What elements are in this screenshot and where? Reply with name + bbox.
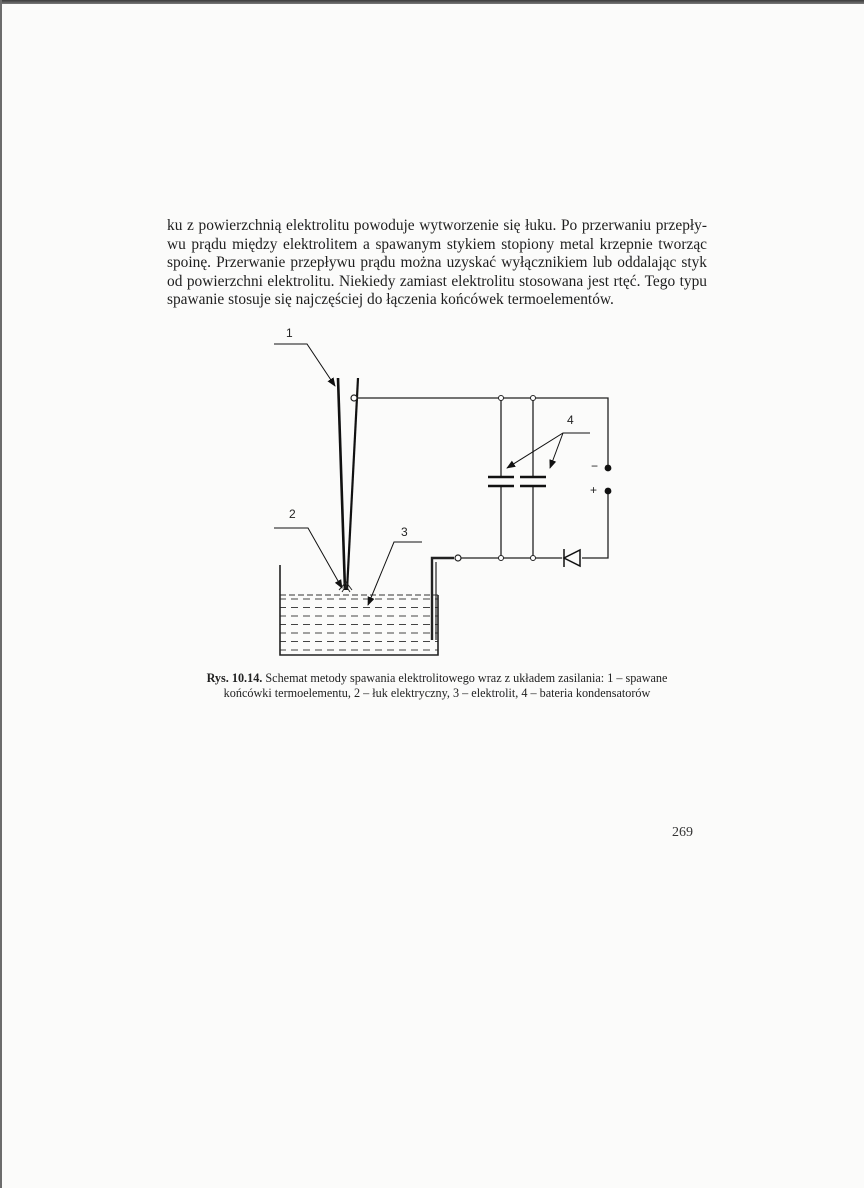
welding-schematic-figure	[2, 0, 864, 1188]
figure-caption	[162, 671, 712, 701]
wire-terminal-node	[351, 395, 357, 401]
caption-line-1	[162, 671, 712, 686]
capacitor-bank	[488, 477, 546, 486]
body-line: od powierzchni elektrolitu. Niekiedy zamiast elektrolitu stosowana jest rtęć. Tego typu	[167, 272, 707, 290]
plus-sign: +	[590, 483, 598, 497]
body-line: spoinę. Przerwanie przepływu prądu można uzyskać wyłącznikiem lub oddalając styk	[167, 254, 707, 272]
submerged-electrode	[432, 555, 461, 640]
caption-prefix: Rys. 10.14.	[206, 671, 263, 685]
caption-text-1: Schemat metody spawania elektrolitowego wraz z układem zasilania: 1 – spawane	[262, 671, 668, 685]
terminal-node	[455, 555, 461, 561]
electrolyte-liquid	[280, 595, 438, 653]
body-line: wu prądu między elektrolitem a spawanym stykiem stopiony metal krzepnie tworząc	[167, 235, 707, 253]
label-3: 3	[401, 525, 408, 539]
caption-line-2: końcówki termoelementu, 2 – łuk elektryczny, 3 – elektrolit, 4 – bateria kondensatorów	[223, 686, 651, 700]
power-terminals	[605, 465, 612, 495]
label-1: 1	[286, 326, 293, 340]
body-line: ku z powierzchnią elektrolitu powoduje wytworzenie się łuku. Po przerwaniu przepły-	[167, 217, 707, 234]
label-4: 4	[567, 413, 574, 427]
electrolyte-vessel	[280, 565, 438, 655]
thermocouple-wires	[338, 378, 358, 592]
body-line: spawanie stosuje się najczęściej do łączenia końcówek termoelementów.	[167, 291, 614, 309]
label-2: 2	[289, 507, 296, 521]
page-number: 269	[672, 825, 693, 840]
diode	[564, 549, 580, 567]
minus-sign: −	[591, 459, 599, 473]
